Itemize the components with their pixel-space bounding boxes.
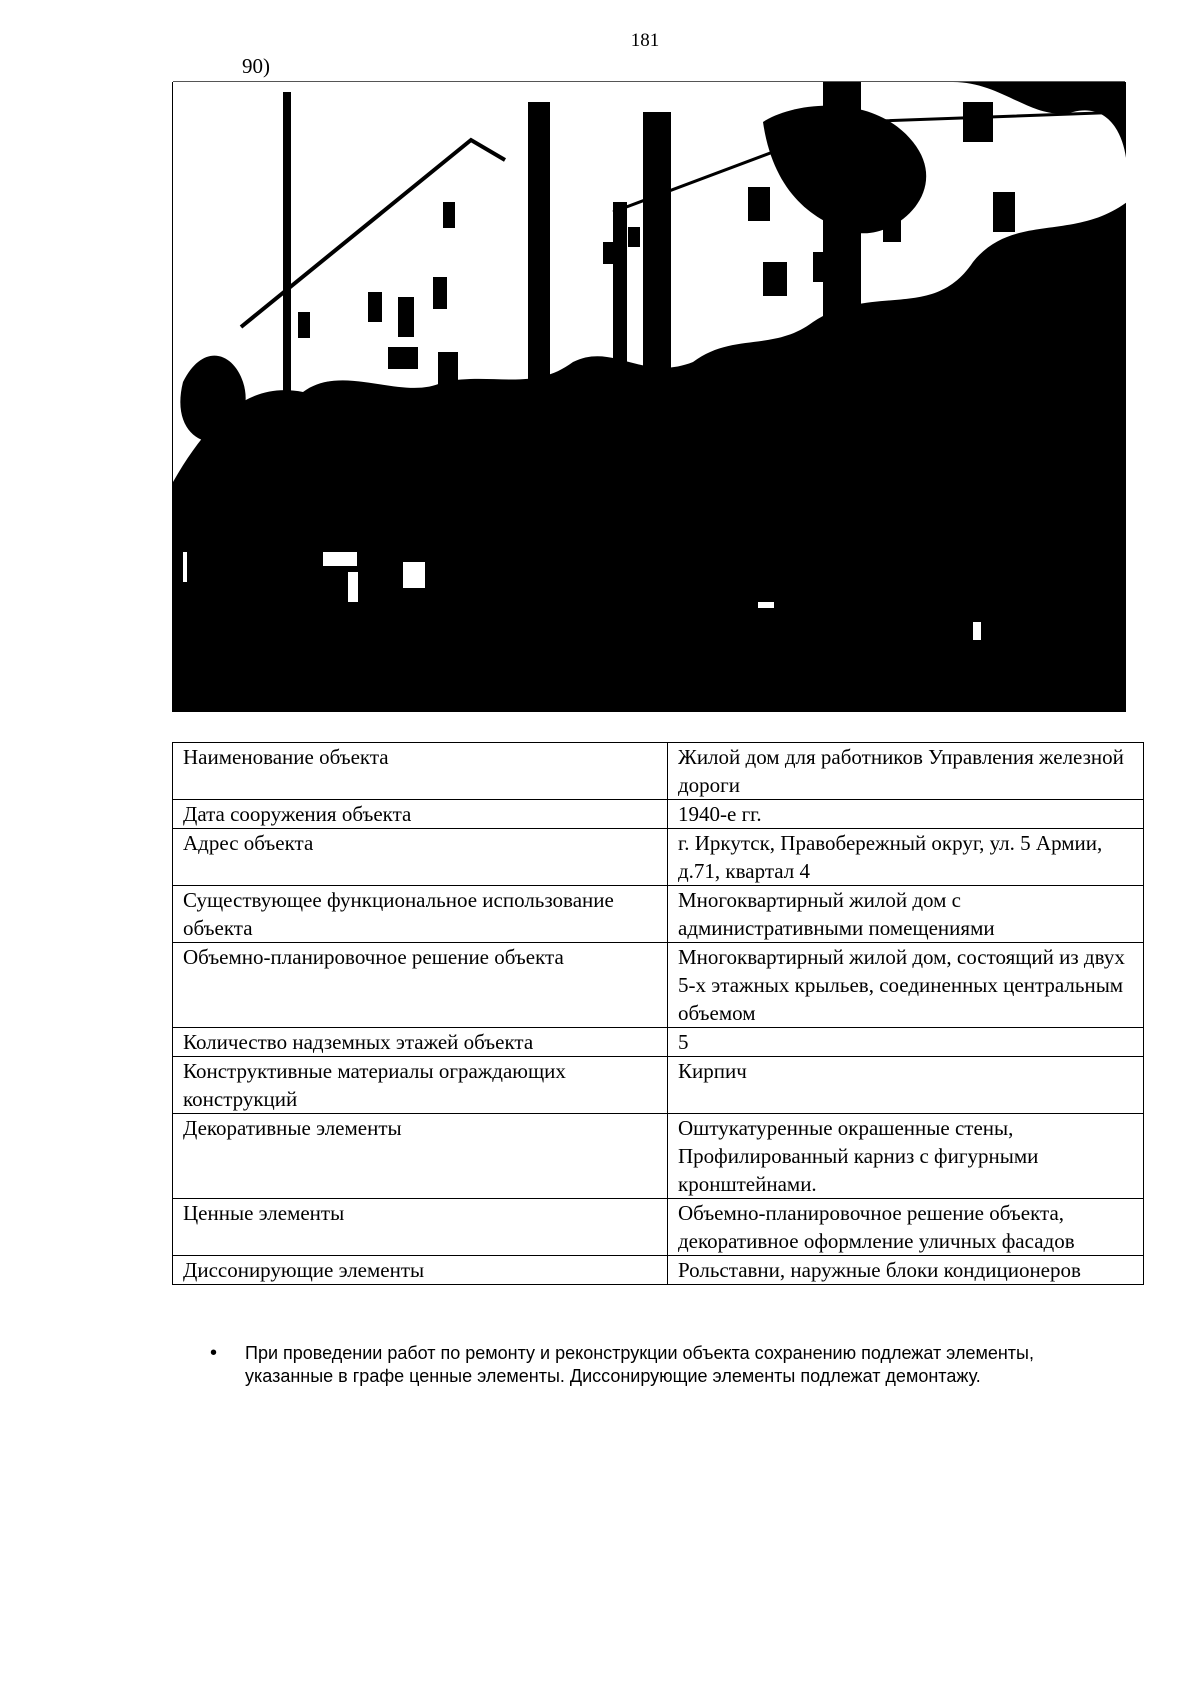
row-label: Количество надземных этажей объекта xyxy=(173,1028,668,1057)
object-info-table xyxy=(172,742,1144,1285)
preservation-note xyxy=(210,1342,1110,1388)
row-label: Объемно-планировочное решение объекта xyxy=(173,943,668,1028)
table-row xyxy=(173,1114,1144,1199)
row-value: Жилой дом для работников Управления железной дороги xyxy=(668,743,1144,800)
row-label: Наименование объекта xyxy=(173,743,668,800)
bullet-icon: • xyxy=(210,1342,218,1364)
row-value: Кирпич xyxy=(668,1057,1144,1114)
row-value: 1940-е гг. xyxy=(668,800,1144,829)
page-number: 181 xyxy=(630,30,660,51)
row-value: 5 xyxy=(668,1028,1144,1057)
row-value: г. Иркутск, Правобережный округ, ул. 5 Армии, д.71, квартал 4 xyxy=(668,829,1144,886)
entry-number: 90) xyxy=(242,54,270,78)
row-label: Адрес объекта xyxy=(173,829,668,886)
table-row xyxy=(173,829,1144,886)
table-row xyxy=(173,1199,1144,1256)
table-row xyxy=(173,943,1144,1028)
table-row xyxy=(173,800,1144,829)
row-label: Конструктивные материалы ограждающих конструкций xyxy=(173,1057,668,1114)
row-value: Многоквартирный жилой дом с административными помещениями xyxy=(668,886,1144,943)
row-label: Ценные элементы xyxy=(173,1199,668,1256)
table-row xyxy=(173,1256,1144,1285)
building-photo-image xyxy=(173,82,1126,712)
row-label: Дата сооружения объекта xyxy=(173,800,668,829)
table-row xyxy=(173,1028,1144,1057)
row-label: Диссонирующие элементы xyxy=(173,1256,668,1285)
row-label: Декоративные элементы xyxy=(173,1114,668,1199)
row-label: Существующее функциональное использование объекта xyxy=(173,886,668,943)
row-value: Объемно-планировочное решение объекта, декоративное оформление уличных фасадов xyxy=(668,1199,1144,1256)
row-value: Многоквартирный жилой дом, состоящий из двух 5-х этажных крыльев, соединенных центральным объемом xyxy=(668,943,1144,1028)
note-text: При проведении работ по ремонту и реконструкции объекта сохранению подлежат элементы, указанные в графе ценные элементы. Диссонирующие элементы подлежат демонтажу. xyxy=(245,1343,1034,1386)
table-row xyxy=(173,743,1144,800)
table-row xyxy=(173,886,1144,943)
row-value: Оштукатуренные окрашенные стены, Профилированный карниз с фигурными кронштейнами. xyxy=(668,1114,1144,1199)
table-row xyxy=(173,1057,1144,1114)
row-value: Рольставни, наружные блоки кондиционеров xyxy=(668,1256,1144,1285)
building-photo xyxy=(172,82,1126,712)
